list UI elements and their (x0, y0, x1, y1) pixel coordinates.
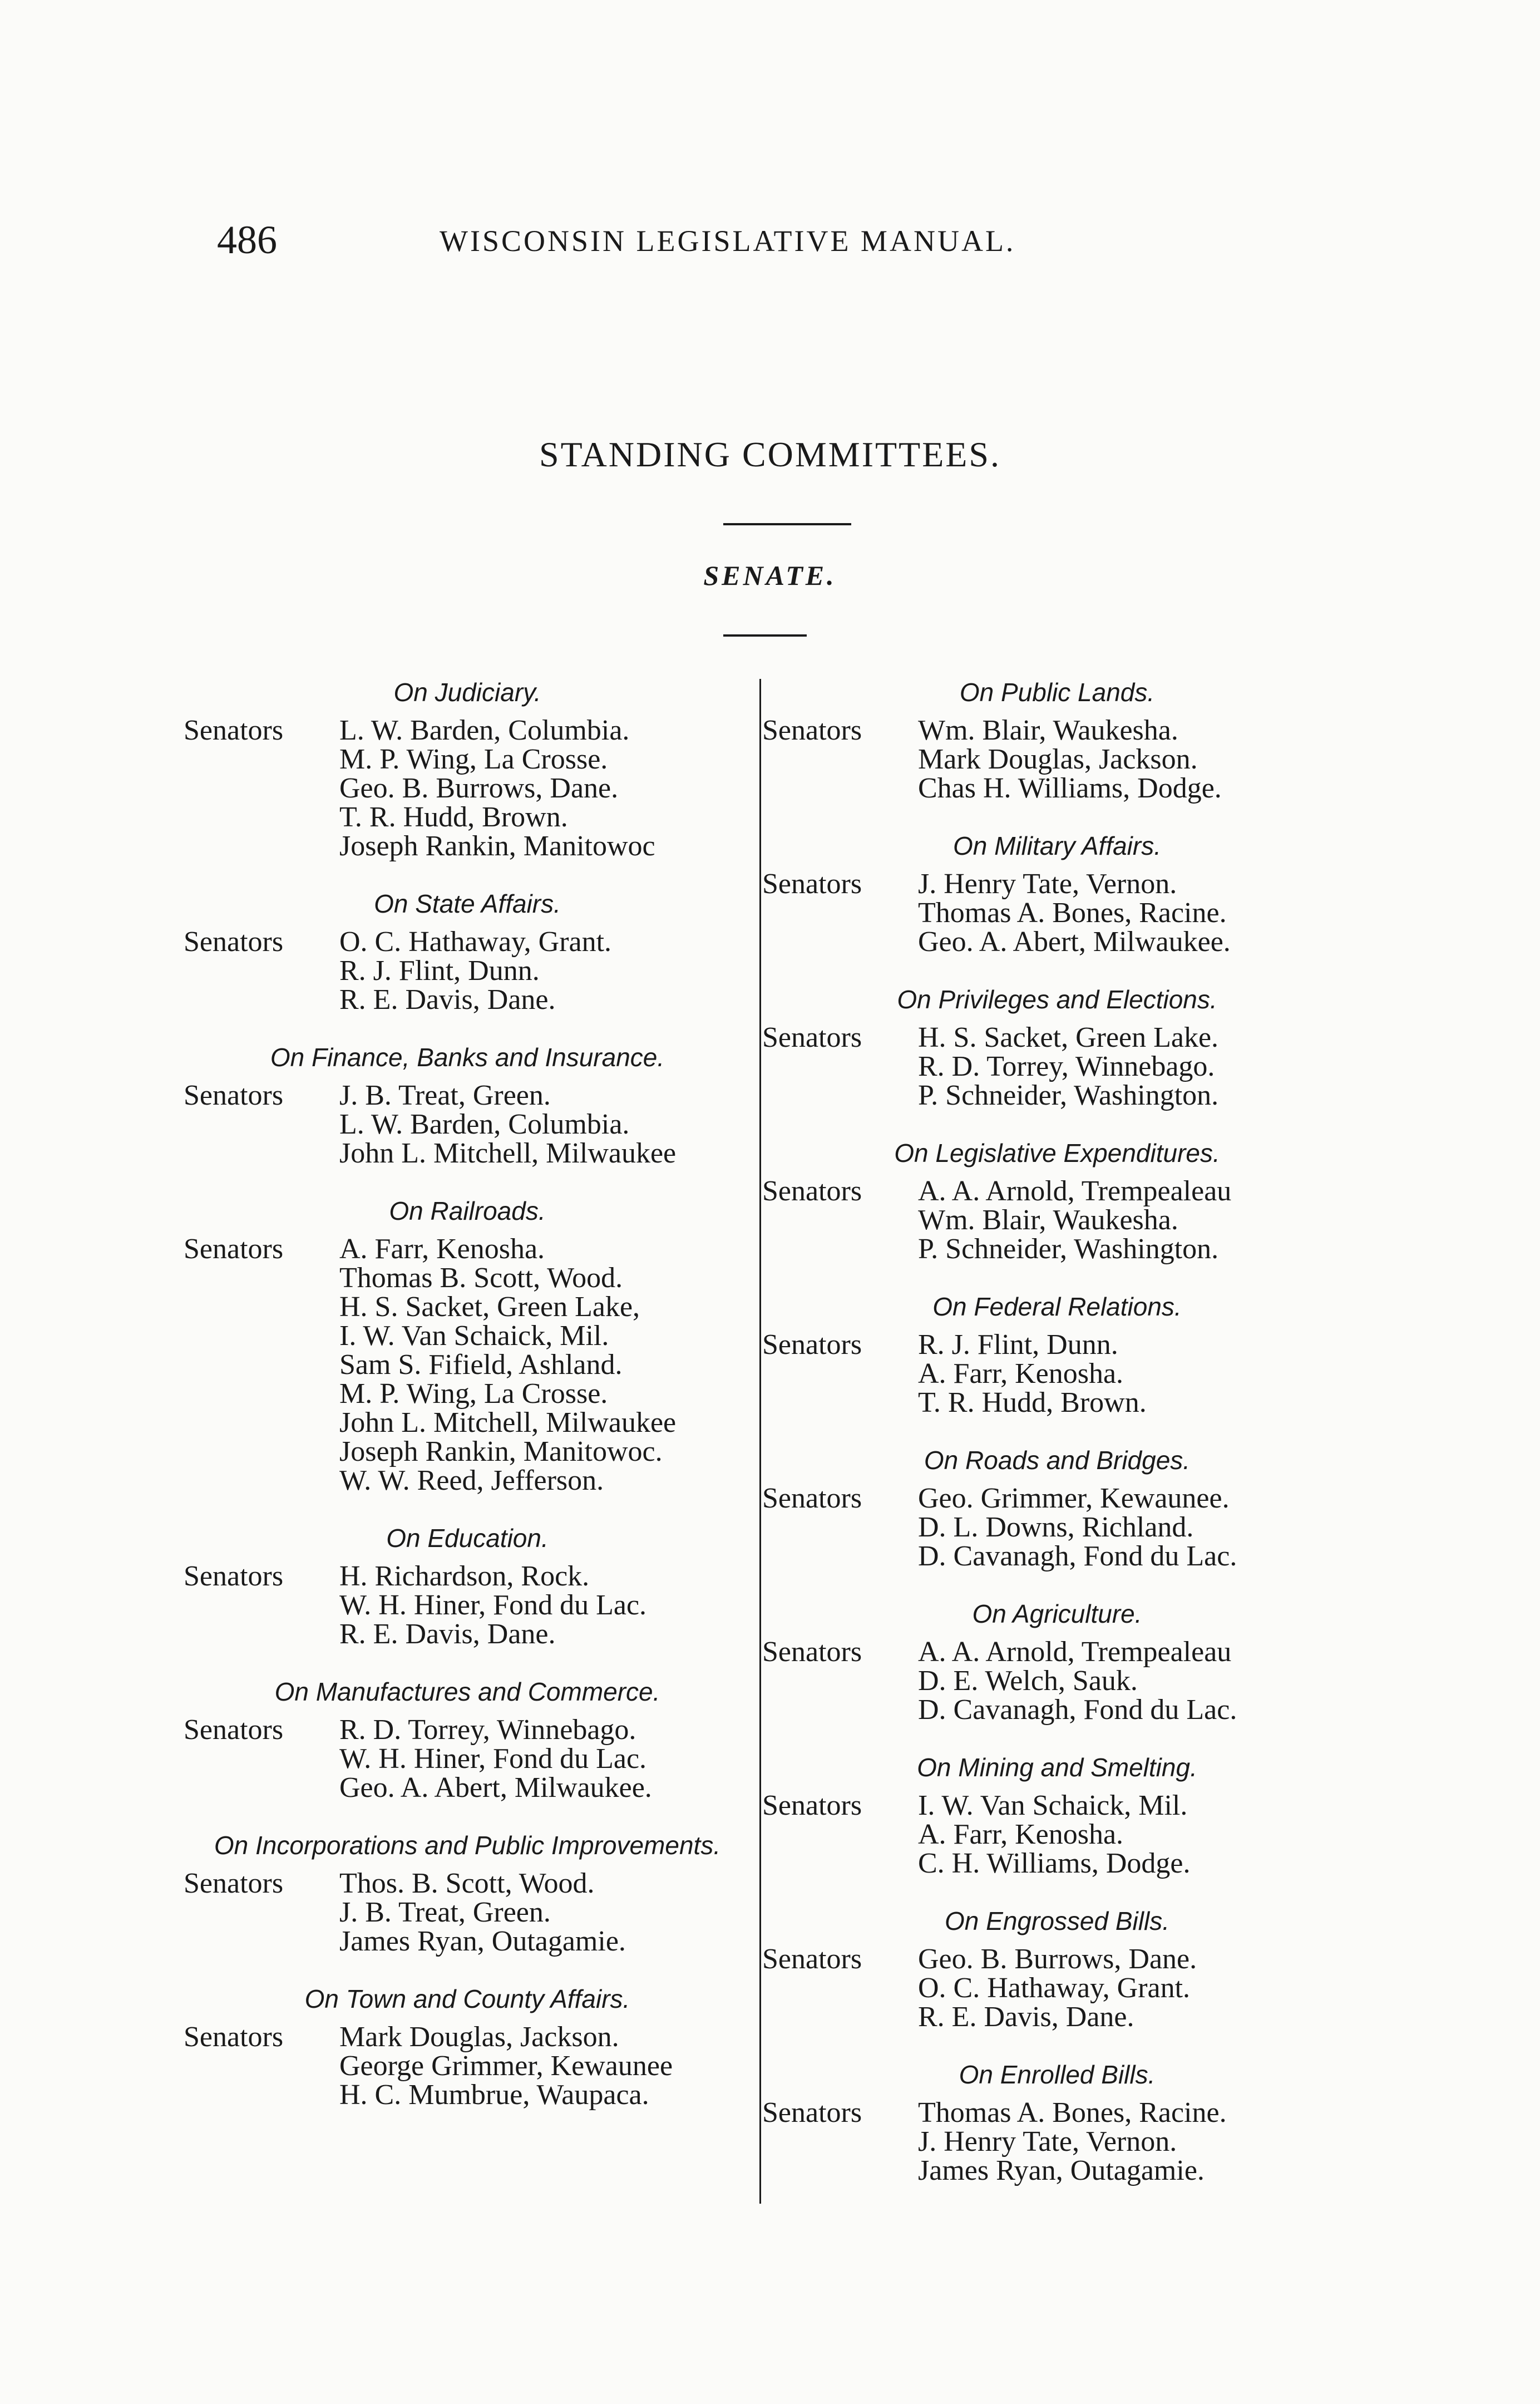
committee-spacer (184, 1649, 751, 1676)
member-row (762, 1177, 1352, 1206)
committee-spacer (184, 1802, 751, 1829)
senators-label (762, 1052, 918, 1081)
senator-name: James Ryan, Outagamie. (339, 1925, 626, 1957)
member-row (184, 1898, 751, 1927)
committee-title: On Legislative Expenditures. (894, 1139, 1220, 1167)
committee-block (184, 888, 751, 1014)
senators-label (184, 745, 339, 774)
senator-name: Joseph Rankin, Manitowoc (339, 830, 655, 862)
senator-name: John L. Mitchell, Milwaukee (339, 1407, 677, 1439)
senator-name: Geo. B. Burrows, Dane. (339, 772, 619, 804)
senator-name: Thomas A. Bones, Racine. (918, 897, 1227, 929)
member-row (762, 1359, 1352, 1388)
chamber-heading: SENATE. (703, 560, 837, 591)
senators-label (184, 986, 339, 1014)
senator-name: Wm. Blair, Waukesha. (918, 715, 1178, 746)
committee-spacer (184, 1495, 751, 1522)
member-row (184, 1139, 751, 1168)
senators-label: Senators (184, 715, 284, 746)
senator-name: W. H. Hiner, Fond du Lac. (339, 1743, 647, 1775)
senators-label (184, 1898, 339, 1927)
senator-name: R. D. Torrey, Winnebago. (339, 1714, 636, 1746)
senator-name: Mark Douglas, Jackson. (918, 743, 1198, 775)
senator-name: H. S. Sacket, Green Lake, (339, 1291, 640, 1323)
member-row (184, 803, 751, 832)
senators-label (184, 1139, 339, 1168)
senator-name: O. C. Hathaway, Grant. (339, 926, 612, 958)
member-row (762, 716, 1352, 745)
member-row (184, 745, 751, 774)
senator-name: P. Schneider, Washington. (918, 1080, 1219, 1111)
member-row (762, 1081, 1352, 1110)
senators-label (762, 1206, 918, 1235)
committee-block (762, 1598, 1352, 1725)
senators-label: Senators (184, 1233, 284, 1265)
member-row (762, 928, 1352, 957)
committee-spacer (762, 2032, 1352, 2058)
senators-label (184, 1437, 339, 1466)
senators-label: Senators (762, 1943, 862, 1975)
senators-label (184, 1351, 339, 1380)
member-row (762, 870, 1352, 899)
senator-name: Mark Douglas, Jackson. (339, 2021, 619, 2053)
member-row (762, 1974, 1352, 2003)
member-row (184, 957, 751, 986)
senator-name: R. E. Davis, Dane. (339, 984, 556, 1016)
senator-name: Thomas B. Scott, Wood. (339, 1262, 623, 1294)
member-row (184, 986, 751, 1014)
committee-block (184, 1041, 751, 1168)
member-row (184, 1562, 751, 1591)
committee-block (184, 1829, 751, 1956)
right-column (762, 676, 1352, 2185)
member-row (184, 928, 751, 957)
committee-title: On Military Affairs. (952, 831, 1162, 860)
senators-label: Senators (762, 2097, 862, 2129)
senator-name: I. W. Van Schaick, Mil. (339, 1320, 609, 1352)
senator-name: R. J. Flint, Dunn. (339, 955, 540, 987)
senators-label (762, 1849, 918, 1878)
senators-label (184, 1774, 339, 1802)
senator-name: Geo. Grimmer, Kewaunee. (918, 1482, 1230, 1514)
senators-label: Senators (184, 1868, 284, 1899)
senator-name: L. W. Barden, Columbia. (339, 1109, 630, 1140)
senator-name: Sam S. Fifield, Ashland. (339, 1349, 623, 1381)
committee-spacer (762, 1110, 1352, 1137)
senators-label (184, 1293, 339, 1322)
member-row (184, 1380, 751, 1408)
member-row (184, 716, 751, 745)
senators-label (184, 1264, 339, 1293)
member-row (762, 1945, 1352, 1974)
committee-block (762, 1751, 1352, 1878)
senator-name: Wm. Blair, Waukesha. (918, 1204, 1178, 1236)
senators-label (762, 1667, 918, 1696)
member-row (184, 1466, 751, 1495)
committee-spacer (184, 861, 751, 888)
senator-name: R. E. Davis, Dane. (918, 2001, 1134, 2033)
senator-name: George Grimmer, Kewaunee (339, 2050, 673, 2082)
senator-name: Joseph Rankin, Manitowoc. (339, 1436, 663, 1467)
senator-name: D. E. Welch, Sauk. (918, 1665, 1138, 1697)
member-row (184, 1293, 751, 1322)
member-row (762, 1331, 1352, 1359)
senator-name: A. Farr, Kenosha. (918, 1819, 1124, 1850)
member-row (762, 1791, 1352, 1820)
senators-label (762, 1974, 918, 2003)
senator-name: P. Schneider, Washington. (918, 1233, 1219, 1265)
member-row (762, 1235, 1352, 1264)
senator-name: H. C. Mumbrue, Waupaca. (339, 2079, 649, 2111)
member-row (184, 1408, 751, 1437)
senator-name: Geo. A. Abert, Milwaukee. (339, 1772, 652, 1804)
senator-name: M. P. Wing, La Crosse. (339, 1378, 608, 1410)
senators-label: Senators (184, 2021, 284, 2053)
member-row (184, 1716, 751, 1745)
senator-name: D. L. Downs, Richland. (918, 1511, 1194, 1543)
committee-spacer (762, 1417, 1352, 1444)
member-row (762, 1484, 1352, 1513)
senators-label: Senators (762, 1175, 862, 1207)
senator-name: C. H. Williams, Dodge. (918, 1848, 1191, 1879)
senator-name: M. P. Wing, La Crosse. (339, 743, 608, 775)
senators-label (762, 1696, 918, 1725)
senators-label (184, 1466, 339, 1495)
senators-label (762, 2003, 918, 2032)
senator-name: Geo. B. Burrows, Dane. (918, 1943, 1197, 1975)
left-column (184, 676, 751, 2110)
senators-label: Senators (762, 1022, 862, 1053)
committee-title: On Mining and Smelting. (917, 1753, 1197, 1782)
senators-label (184, 957, 339, 986)
senator-name: D. Cavanagh, Fond du Lac. (918, 1540, 1237, 1572)
member-row (184, 1110, 751, 1139)
senator-name: A. A. Arnold, Trempealeau (918, 1636, 1232, 1668)
committee-title: On Roads and Bridges. (924, 1446, 1191, 1475)
committee-spacer (184, 1956, 751, 1983)
senators-label: Senators (184, 1714, 284, 1746)
member-row (762, 1513, 1352, 1542)
committee-spacer (184, 1014, 751, 1041)
senators-label (762, 2156, 918, 2185)
committee-title: On Manufactures and Commerce. (274, 1677, 660, 1706)
senator-name: R. E. Davis, Dane. (339, 1618, 556, 1650)
member-row (762, 1638, 1352, 1667)
member-row (762, 774, 1352, 803)
senators-label (184, 803, 339, 832)
senators-label (184, 1591, 339, 1620)
senators-label (184, 2052, 339, 2081)
member-row (184, 2081, 751, 2110)
member-row (184, 1322, 751, 1351)
member-row (762, 1849, 1352, 1878)
senators-label (762, 928, 918, 957)
member-row (184, 1351, 751, 1380)
senators-label: Senators (762, 1790, 862, 1821)
committee-spacer (762, 1725, 1352, 1751)
committee-title: On State Affairs. (374, 889, 561, 918)
committee-spacer (762, 1878, 1352, 1905)
senators-label: Senators (762, 868, 862, 900)
member-row (184, 1264, 751, 1293)
member-row (762, 2098, 1352, 2127)
committee-block (762, 1137, 1352, 1264)
committee-block (762, 2058, 1352, 2185)
committee-block (184, 1195, 751, 1495)
member-row (184, 2052, 751, 2081)
member-row (184, 832, 751, 861)
committee-title: On Enrolled Bills. (959, 2060, 1156, 2089)
senator-name: A. Farr, Kenosha. (918, 1358, 1124, 1390)
senators-label (184, 1380, 339, 1408)
senator-name: James Ryan, Outagamie. (918, 2155, 1205, 2186)
member-row (184, 1437, 751, 1466)
senator-name: T. R. Hudd, Brown. (339, 801, 568, 833)
member-row (762, 2003, 1352, 2032)
committee-title: On Privileges and Elections. (897, 985, 1217, 1014)
running-head (217, 217, 1107, 273)
senators-label (184, 1408, 339, 1437)
senator-name: Geo. A. Abert, Milwaukee. (918, 926, 1231, 958)
senator-name: W. H. Hiner, Fond du Lac. (339, 1589, 647, 1621)
senators-label (184, 1745, 339, 1774)
senators-label (184, 1110, 339, 1139)
senators-label (762, 774, 918, 803)
member-row (762, 1542, 1352, 1571)
senators-label (184, 1322, 339, 1351)
senators-label: Senators (184, 1080, 284, 1111)
member-row (762, 899, 1352, 928)
senators-label (762, 1820, 918, 1849)
senator-name: H. Richardson, Rock. (339, 1560, 590, 1592)
senator-name: H. S. Sacket, Green Lake. (918, 1022, 1219, 1053)
committee-block (762, 1905, 1352, 2032)
committee-title: On Agriculture. (972, 1599, 1142, 1628)
senators-label: Senators (184, 926, 284, 958)
senator-name: Thos. B. Scott, Wood. (339, 1868, 595, 1899)
senator-name: T. R. Hudd, Brown. (918, 1387, 1147, 1418)
member-row (762, 745, 1352, 774)
senator-name: Thomas A. Bones, Racine. (918, 2097, 1227, 2129)
senators-label (762, 745, 918, 774)
committee-spacer (184, 1168, 751, 1195)
senators-label: Senators (762, 715, 862, 746)
member-row (184, 1081, 751, 1110)
senators-label (184, 2081, 339, 2110)
committee-title: On Public Lands. (959, 678, 1155, 707)
member-row (184, 2023, 751, 2052)
member-row (762, 1820, 1352, 1849)
senators-label (762, 1388, 918, 1417)
committee-block (762, 1290, 1352, 1417)
senator-name: O. C. Hathaway, Grant. (918, 1972, 1191, 2004)
senators-label: Senators (762, 1482, 862, 1514)
page-heading: STANDING COMMITTEES. (539, 435, 1001, 474)
member-row (184, 1620, 751, 1649)
member-row (184, 1235, 751, 1264)
senators-label (762, 899, 918, 928)
member-row (184, 1869, 751, 1898)
committee-title: On Incorporations and Public Improvements. (214, 1831, 721, 1860)
senators-label (184, 1620, 339, 1649)
member-row (184, 774, 751, 803)
senators-label (762, 1542, 918, 1571)
senators-label (184, 1927, 339, 1956)
column-divider (759, 679, 761, 2204)
committee-block (184, 1983, 751, 2110)
committee-title: On Finance, Banks and Insurance. (270, 1043, 665, 1072)
senator-name: J. B. Treat, Green. (339, 1080, 551, 1111)
senators-label (762, 1081, 918, 1110)
member-row (762, 1696, 1352, 1725)
senators-label: Senators (762, 1636, 862, 1668)
committee-title: On Railroads. (389, 1196, 546, 1225)
chamber-rule (723, 634, 807, 637)
committee-spacer (762, 803, 1352, 830)
senator-name: J. B. Treat, Green. (339, 1896, 551, 1928)
member-row (762, 2156, 1352, 2185)
committee-spacer (762, 1264, 1352, 1290)
senators-label (762, 1235, 918, 1264)
senators-label (762, 1359, 918, 1388)
senator-name: D. Cavanagh, Fond du Lac. (918, 1694, 1237, 1726)
member-row (184, 1591, 751, 1620)
heading-rule (723, 523, 851, 525)
committee-title: On Engrossed Bills. (945, 1907, 1169, 1935)
senator-name: W. W. Reed, Jefferson. (339, 1465, 604, 1496)
senators-label: Senators (184, 1560, 284, 1592)
member-row (762, 1667, 1352, 1696)
committee-block (184, 1522, 751, 1649)
page-number: 486 (217, 218, 277, 262)
committee-block (762, 676, 1352, 803)
committee-block (762, 983, 1352, 1110)
committee-block (762, 1444, 1352, 1571)
member-row (762, 1388, 1352, 1417)
committee-title: On Federal Relations. (932, 1292, 1182, 1321)
senators-label (762, 1513, 918, 1542)
senator-name: Chas H. Williams, Dodge. (918, 772, 1222, 804)
senator-name: J. Henry Tate, Vernon. (918, 868, 1177, 900)
committee-title: On Judiciary. (393, 678, 541, 707)
member-row (762, 1023, 1352, 1052)
member-row (184, 1745, 751, 1774)
senator-name: I. W. Van Schaick, Mil. (918, 1790, 1188, 1821)
member-row (184, 1774, 751, 1802)
committee-block (184, 1676, 751, 1802)
member-row (184, 1927, 751, 1956)
senator-name: R. J. Flint, Dunn. (918, 1329, 1118, 1361)
committee-title: On Education. (386, 1524, 549, 1553)
committee-spacer (762, 1571, 1352, 1598)
senators-label (184, 832, 339, 861)
member-row (762, 1206, 1352, 1235)
senator-name: John L. Mitchell, Milwaukee (339, 1137, 677, 1169)
senators-label (762, 2127, 918, 2156)
senator-name: A. Farr, Kenosha. (339, 1233, 545, 1265)
committee-block (762, 830, 1352, 957)
committee-block (184, 676, 751, 861)
committee-title: On Town and County Affairs. (304, 1984, 630, 2013)
senators-label (184, 774, 339, 803)
senator-name: L. W. Barden, Columbia. (339, 715, 630, 746)
running-title: WISCONSIN LEGISLATIVE MANUAL. (440, 224, 1016, 258)
senator-name: R. D. Torrey, Winnebago. (918, 1051, 1215, 1082)
senator-name: J. Henry Tate, Vernon. (918, 2126, 1177, 2157)
member-row (762, 1052, 1352, 1081)
senator-name: A. A. Arnold, Trempealeau (918, 1175, 1232, 1207)
member-row (762, 2127, 1352, 2156)
committee-spacer (762, 957, 1352, 983)
senators-label: Senators (762, 1329, 862, 1361)
